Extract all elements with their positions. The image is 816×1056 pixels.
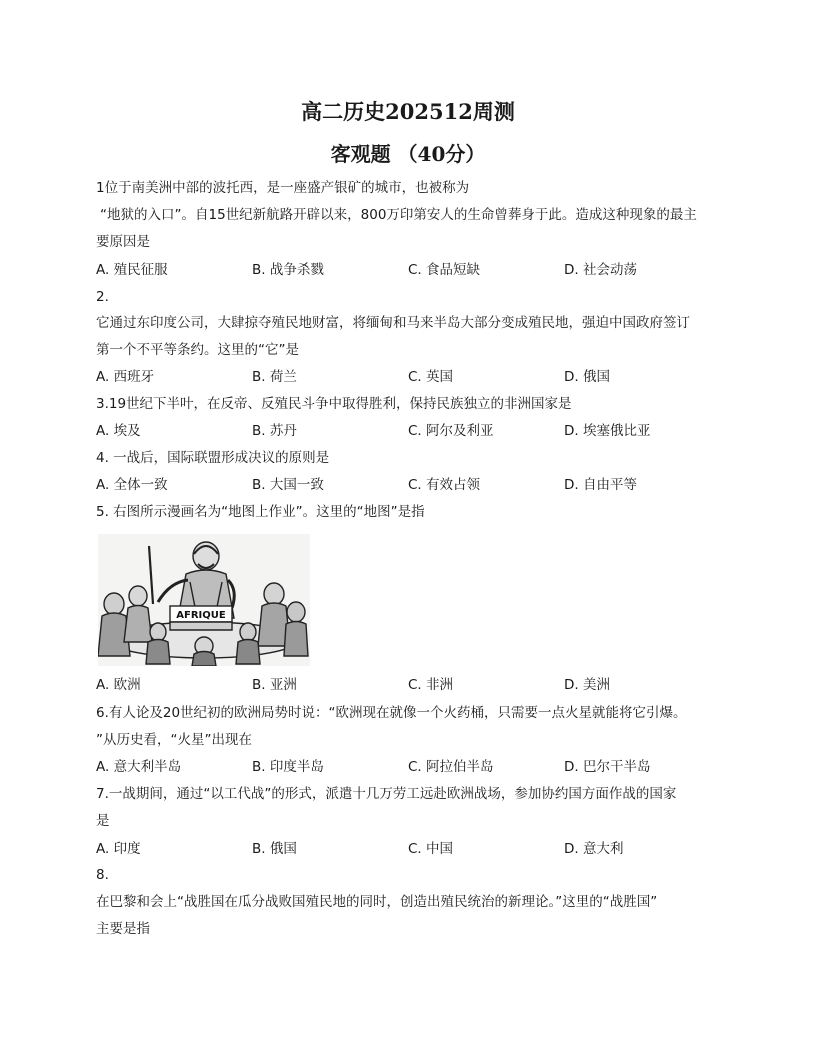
option-b: B. 苏丹 [252, 423, 297, 439]
question-4-options [96, 476, 736, 494]
option-c: C. 非洲 [408, 677, 454, 693]
cartoon-image [98, 534, 310, 666]
option-d: D. 社会动荡 [564, 262, 637, 278]
question-8-number: 8. [96, 867, 109, 883]
option-d: D. 自由平等 [564, 477, 637, 493]
option-c: C. 英国 [408, 369, 454, 385]
section-title: 客观题 （40分） [330, 142, 486, 166]
question-8-line-1: 在巴黎和会上“战胜国在瓜分战败国殖民地的同时，创造出殖民统治的新理论。”这里的“战胜国” [96, 894, 658, 910]
question-6-line-2: ”从历史看，“火星”出现在 [96, 732, 252, 748]
option-a: A. 全体一致 [96, 477, 168, 493]
option-a: A. 印度 [96, 841, 141, 857]
question-8-line-2: 主要是指 [96, 921, 150, 937]
option-d: D. 意大利 [564, 841, 624, 857]
question-5-line-1: 5. 右图所示漫画名为“地图上作业”。这里的“地图”是指 [96, 504, 425, 520]
page-title: 高二历史202512周测 [301, 99, 515, 124]
option-d: D. 美洲 [564, 677, 610, 693]
question-2-line-2: 第一个不平等条约。这里的“它”是 [96, 342, 299, 358]
question-1-line-2: “地狱的入口”。自15世纪新航路开辟以来，800万印第安人的生命曾葬身于此。造成这种现象的最主 [100, 207, 697, 223]
option-d: D. 巴尔干半岛 [564, 759, 651, 775]
question-6-line-1: 6.有人论及20世纪初的欧洲局势时说：“欧洲现在就像一个火药桶，只需要一点火星就能将它引爆。 [96, 705, 687, 721]
option-b: B. 大国一致 [252, 477, 324, 493]
option-d: D. 俄国 [564, 369, 610, 385]
option-a: A. 埃及 [96, 423, 141, 439]
question-5-options [96, 676, 736, 694]
option-c: C. 中国 [408, 841, 454, 857]
option-c: C. 阿拉伯半岛 [408, 759, 494, 775]
question-3-line-1: 3.19世纪下半叶，在反帝、反殖民斗争中取得胜利，保持民族独立的非洲国家是 [96, 396, 572, 412]
option-b: B. 印度半岛 [252, 759, 324, 775]
question-2-options [96, 368, 736, 386]
question-4-line-1: 4. 一战后，国际联盟形成决议的原则是 [96, 450, 330, 466]
option-b: B. 荷兰 [252, 369, 297, 385]
option-b: B. 俄国 [252, 841, 297, 857]
option-c: C. 阿尔及利亚 [408, 423, 494, 439]
option-c: C. 食品短缺 [408, 262, 481, 278]
question-3-options [96, 422, 736, 440]
option-b: B. 战争杀戮 [252, 262, 324, 278]
question-7-options [96, 840, 736, 858]
option-d: D. 埃塞俄比亚 [564, 423, 651, 439]
question-7-line-2: 是 [96, 813, 110, 829]
question-1-line-3: 要原因是 [96, 234, 150, 250]
option-a: A. 殖民征服 [96, 262, 168, 278]
question-2-number: 2. [96, 289, 109, 305]
question-1-options [96, 261, 736, 279]
option-a: A. 西班牙 [96, 369, 155, 385]
cartoon-label: AFRIQUE [176, 610, 226, 621]
option-c: C. 有效占领 [408, 477, 481, 493]
question-1-line-1: 1位于南美洲中部的波托西，是一座盛产银矿的城市，也被称为 [96, 180, 470, 196]
option-a: A. 意大利半岛 [96, 759, 182, 775]
question-7-line-1: 7.一战期间，通过“以工代战”的形式，派遣十几万劳工远赴欧洲战场，参加协约国方面作战的国家 [96, 786, 677, 802]
option-a: A. 欧洲 [96, 677, 141, 693]
question-2-line-1: 它通过东印度公司，大肆掠夺殖民地财富，将缅甸和马来半岛大部分变成殖民地，强迫中国政府签订 [96, 315, 690, 331]
question-6-options [96, 758, 736, 776]
option-b: B. 亚洲 [252, 677, 297, 693]
